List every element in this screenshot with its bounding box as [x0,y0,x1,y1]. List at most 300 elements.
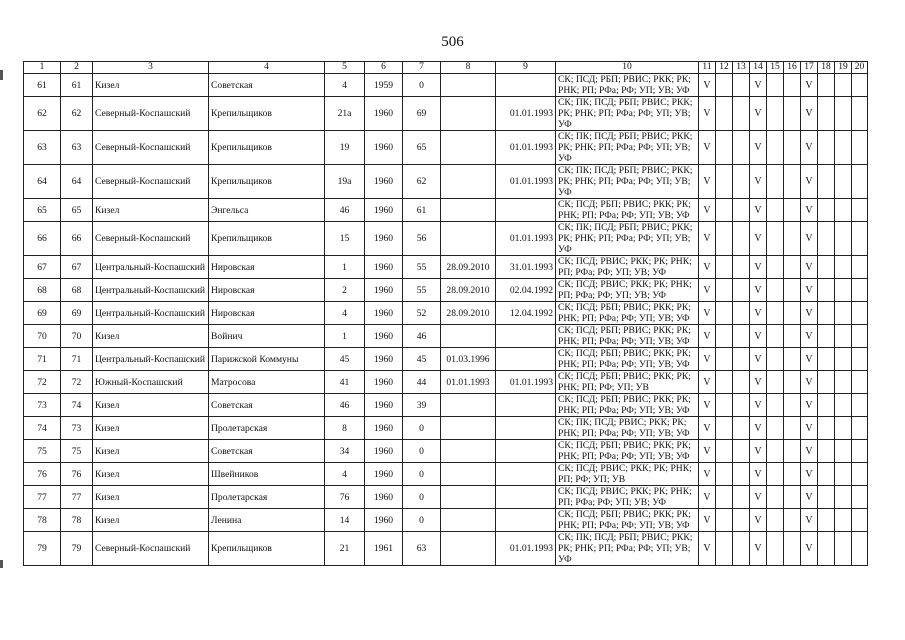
table-row [24,222,868,256]
works-list: СК; ПК; ПСД; РБП; РВИС; РКК; РК; РНК; РП; РФа; РФ; УП; УВ; УФ [556,165,699,199]
mark-cell-16 [784,348,801,371]
table-row [24,165,868,199]
mark-cell-17: V [801,97,818,131]
mark-cell-14: V [750,440,767,463]
mark-cell-18 [818,279,835,302]
housing-register-table [23,61,868,566]
mark-cell-17: V [801,74,818,97]
build-year: 1961 [365,532,403,566]
mark-cell-14: V [750,222,767,256]
mark-cell-11: V [699,74,716,97]
mark-cell-17: V [801,165,818,199]
street-name: Крепильщиков [209,222,325,256]
date-b [496,348,556,371]
works-list: СК; ПСД; РБП; РВИС; РКК; РК; РНК; РП; РФа; РФ; УП; УВ; УФ [556,348,699,371]
mark-cell-14: V [750,302,767,325]
district-name: Кизел [93,463,209,486]
mark-cell-19 [835,394,852,417]
build-year: 1960 [365,348,403,371]
column-header: 1 [24,62,61,74]
wear-percent: 46 [403,325,441,348]
wear-percent: 62 [403,165,441,199]
mark-cell-15 [767,131,784,165]
record-number: 66 [24,222,61,256]
street-name: Энгельса [209,199,325,222]
column-header: 9 [496,62,556,74]
works-list: СК; ПСД; РБП; РВИС; РКК; РК; РНК; РП; РФа; РФ; УП; УВ; УФ [556,394,699,417]
mark-cell-16 [784,97,801,131]
record-number: 63 [24,131,61,165]
mark-cell-13 [733,394,750,417]
mark-cell-12 [716,486,733,509]
build-year: 1960 [365,279,403,302]
mark-cell-20 [852,165,868,199]
mark-cell-18 [818,486,835,509]
column-header: 17 [801,62,818,74]
house-number-in-list: 70 [61,325,93,348]
street-name: Парижской Коммуны [209,348,325,371]
building-number: 45 [325,348,365,371]
street-name: Войнич [209,325,325,348]
district-name: Кизел [93,394,209,417]
mark-cell-17: V [801,509,818,532]
build-year: 1960 [365,486,403,509]
mark-cell-14: V [750,74,767,97]
mark-cell-16 [784,165,801,199]
mark-cell-11: V [699,463,716,486]
build-year: 1960 [365,302,403,325]
mark-cell-19 [835,325,852,348]
mark-cell-15 [767,325,784,348]
mark-cell-12 [716,302,733,325]
column-header: 6 [365,62,403,74]
district-name: Северный-Коспашский [93,131,209,165]
record-number: 73 [24,394,61,417]
mark-cell-17: V [801,279,818,302]
table-row [24,131,868,165]
mark-cell-11: V [699,97,716,131]
district-name: Южный-Коспашский [93,371,209,394]
column-header: 2 [61,62,93,74]
district-name: Кизел [93,417,209,440]
date-a [441,394,496,417]
mark-cell-12 [716,279,733,302]
works-list: СК; ПК; ПСД; РБП; РВИС; РКК; РК; РНК; РП; РФа; РФ; УП; УВ; УФ [556,532,699,566]
building-number: 4 [325,463,365,486]
street-name: Крепильщиков [209,532,325,566]
house-number-in-list: 75 [61,440,93,463]
mark-cell-13 [733,440,750,463]
date-a [441,199,496,222]
mark-cell-15 [767,165,784,199]
wear-percent: 0 [403,74,441,97]
table-row [24,279,868,302]
mark-cell-13 [733,325,750,348]
mark-cell-18 [818,302,835,325]
mark-cell-14: V [750,394,767,417]
mark-cell-16 [784,532,801,566]
house-number-in-list: 61 [61,74,93,97]
table-row [24,463,868,486]
mark-cell-18 [818,165,835,199]
mark-cell-20 [852,256,868,279]
mark-cell-11: V [699,440,716,463]
house-number-in-list: 74 [61,394,93,417]
mark-cell-11: V [699,348,716,371]
mark-cell-16 [784,302,801,325]
wear-percent: 52 [403,302,441,325]
date-b: 02.04.1992 [496,279,556,302]
district-name: Северный-Коспашский [93,222,209,256]
mark-cell-15 [767,222,784,256]
build-year: 1960 [365,371,403,394]
build-year: 1960 [365,394,403,417]
mark-cell-13 [733,97,750,131]
works-list: СК; ПСД; РВИС; РКК; РК; РНК; РП; РФа; РФ; УП; УВ; УФ [556,486,699,509]
table-row [24,302,868,325]
table-row [24,440,868,463]
wear-percent: 44 [403,371,441,394]
column-header: 13 [733,62,750,74]
house-number-in-list: 67 [61,256,93,279]
mark-cell-15 [767,199,784,222]
mark-cell-12 [716,222,733,256]
street-name: Пролетарская [209,486,325,509]
mark-cell-16 [784,371,801,394]
mark-cell-13 [733,279,750,302]
district-name: Кизел [93,486,209,509]
mark-cell-14: V [750,486,767,509]
mark-cell-17: V [801,532,818,566]
district-name: Центральный-Коспашский [93,256,209,279]
street-name: Нировская [209,279,325,302]
mark-cell-17: V [801,440,818,463]
record-number: 67 [24,256,61,279]
street-name: Крепильщиков [209,165,325,199]
mark-cell-11: V [699,302,716,325]
mark-cell-19 [835,302,852,325]
street-name: Матросова [209,371,325,394]
record-number: 71 [24,348,61,371]
mark-cell-20 [852,279,868,302]
mark-cell-13 [733,509,750,532]
date-b: 01.01.1993 [496,222,556,256]
mark-cell-15 [767,463,784,486]
mark-cell-14: V [750,417,767,440]
table-row [24,325,868,348]
record-number: 72 [24,371,61,394]
header-row [24,62,868,74]
build-year: 1960 [365,256,403,279]
mark-cell-15 [767,440,784,463]
date-a: 01.03.1996 [441,348,496,371]
mark-cell-19 [835,165,852,199]
works-list: СК; ПК; ПСД; РБП; РВИС; РКК; РК; РНК; РП; РФа; РФ; УП; УВ; УФ [556,131,699,165]
date-a [441,486,496,509]
mark-cell-18 [818,532,835,566]
build-year: 1960 [365,440,403,463]
mark-cell-18 [818,256,835,279]
mark-cell-19 [835,371,852,394]
date-a [441,74,496,97]
building-number: 2 [325,279,365,302]
mark-cell-17: V [801,371,818,394]
mark-cell-19 [835,532,852,566]
date-b: 31.01.1993 [496,256,556,279]
house-number-in-list: 71 [61,348,93,371]
mark-cell-20 [852,509,868,532]
works-list: СК; ПСД; РБП; РВИС; РКК; РК; РНК; РП; РФа; РФ; УП; УВ; УФ [556,440,699,463]
mark-cell-16 [784,222,801,256]
building-number: 1 [325,325,365,348]
record-number: 75 [24,440,61,463]
mark-cell-13 [733,165,750,199]
mark-cell-15 [767,279,784,302]
mark-cell-14: V [750,279,767,302]
works-list: СК; ПСД; РВИС; РКК; РК; РНК; РП; РФа; РФ; УП; УВ; УФ [556,256,699,279]
column-header: 16 [784,62,801,74]
house-number-in-list: 78 [61,509,93,532]
mark-cell-14: V [750,371,767,394]
building-number: 21 [325,532,365,566]
district-name: Кизел [93,199,209,222]
building-number: 19а [325,165,365,199]
mark-cell-16 [784,74,801,97]
works-list: СК; ПСД; РБП; РВИС; РКК; РК; РНК; РП; РФа; РФ; УП; УВ; УФ [556,509,699,532]
building-number: 76 [325,486,365,509]
mark-cell-16 [784,279,801,302]
mark-cell-20 [852,394,868,417]
district-name: Центральный-Коспашский [93,302,209,325]
mark-cell-17: V [801,222,818,256]
wear-percent: 0 [403,486,441,509]
mark-cell-20 [852,463,868,486]
mark-cell-11: V [699,532,716,566]
date-b: 01.01.1993 [496,532,556,566]
house-number-in-list: 64 [61,165,93,199]
table-row [24,348,868,371]
mark-cell-19 [835,486,852,509]
mark-cell-13 [733,131,750,165]
mark-cell-11: V [699,371,716,394]
mark-cell-19 [835,199,852,222]
mark-cell-11: V [699,417,716,440]
mark-cell-12 [716,509,733,532]
mark-cell-12 [716,131,733,165]
house-number-in-list: 69 [61,302,93,325]
building-number: 1 [325,256,365,279]
mark-cell-17: V [801,417,818,440]
date-b: 12.04.1992 [496,302,556,325]
mark-cell-20 [852,302,868,325]
date-b: 01.01.1993 [496,371,556,394]
mark-cell-12 [716,371,733,394]
mark-cell-13 [733,256,750,279]
wear-percent: 56 [403,222,441,256]
mark-cell-12 [716,97,733,131]
mark-cell-13 [733,463,750,486]
building-number: 41 [325,371,365,394]
table-body [24,74,868,566]
mark-cell-18 [818,348,835,371]
date-b [496,463,556,486]
table-row [24,509,868,532]
mark-cell-14: V [750,199,767,222]
street-name: Крепильщиков [209,97,325,131]
wear-percent: 0 [403,509,441,532]
mark-cell-17: V [801,394,818,417]
record-number: 78 [24,509,61,532]
mark-cell-13 [733,417,750,440]
mark-cell-20 [852,222,868,256]
build-year: 1960 [365,417,403,440]
scan-edge-mark [0,70,3,80]
mark-cell-13 [733,532,750,566]
mark-cell-19 [835,279,852,302]
mark-cell-20 [852,74,868,97]
table-row [24,371,868,394]
build-year: 1960 [365,97,403,131]
wear-percent: 39 [403,394,441,417]
scan-edge-mark [0,560,3,568]
mark-cell-15 [767,348,784,371]
mark-cell-13 [733,371,750,394]
building-number: 21а [325,97,365,131]
mark-cell-17: V [801,325,818,348]
date-b [496,325,556,348]
date-a: 28.09.2010 [441,302,496,325]
date-a: 28.09.2010 [441,256,496,279]
mark-cell-13 [733,348,750,371]
mark-cell-14: V [750,165,767,199]
date-b [496,509,556,532]
mark-cell-17: V [801,486,818,509]
works-list: СК; ПСД; РБП; РВИС; РКК; РК; РНК; РП; РФ; УП; УВ [556,371,699,394]
street-name: Пролетарская [209,417,325,440]
date-a [441,325,496,348]
mark-cell-11: V [699,325,716,348]
mark-cell-16 [784,440,801,463]
column-header: 19 [835,62,852,74]
district-name: Северный-Коспашский [93,165,209,199]
mark-cell-17: V [801,256,818,279]
building-number: 46 [325,394,365,417]
date-a [441,440,496,463]
mark-cell-20 [852,348,868,371]
mark-cell-18 [818,417,835,440]
table-row [24,417,868,440]
street-name: Советская [209,394,325,417]
record-number: 77 [24,486,61,509]
table-row [24,199,868,222]
house-number-in-list: 77 [61,486,93,509]
mark-cell-17: V [801,463,818,486]
mark-cell-13 [733,486,750,509]
mark-cell-16 [784,509,801,532]
district-name: Центральный-Коспашский [93,348,209,371]
table-row [24,532,868,566]
works-list: СК; ПК; ПСД; РВИС; РКК; РК; РНК; РП; РФа; РФ; УП; УВ; УФ [556,417,699,440]
mark-cell-16 [784,325,801,348]
district-name: Кизел [93,74,209,97]
district-name: Кизел [93,325,209,348]
mark-cell-16 [784,131,801,165]
mark-cell-13 [733,199,750,222]
mark-cell-11: V [699,199,716,222]
wear-percent: 65 [403,131,441,165]
record-number: 69 [24,302,61,325]
house-number-in-list: 62 [61,97,93,131]
building-number: 19 [325,131,365,165]
date-b: 01.01.1993 [496,131,556,165]
build-year: 1960 [365,509,403,532]
mark-cell-17: V [801,199,818,222]
date-b [496,417,556,440]
mark-cell-18 [818,325,835,348]
column-header: 15 [767,62,784,74]
mark-cell-17: V [801,302,818,325]
mark-cell-19 [835,74,852,97]
mark-cell-12 [716,348,733,371]
mark-cell-15 [767,74,784,97]
mark-cell-19 [835,509,852,532]
record-number: 79 [24,532,61,566]
date-b [496,199,556,222]
works-list: СК; ПСД; РБП; РВИС; РКК; РК; РНК; РП; РФа; РФ; УП; УВ; УФ [556,325,699,348]
mark-cell-18 [818,222,835,256]
mark-cell-17: V [801,348,818,371]
house-number-in-list: 73 [61,417,93,440]
mark-cell-16 [784,394,801,417]
works-list: СК; ПСД; РБП; РВИС; РКК; РК; РНК; РП; РФа; РФ; УП; УВ; УФ [556,199,699,222]
column-header: 7 [403,62,441,74]
mark-cell-18 [818,463,835,486]
mark-cell-14: V [750,532,767,566]
street-name: Нировская [209,256,325,279]
mark-cell-15 [767,302,784,325]
mark-cell-12 [716,394,733,417]
mark-cell-14: V [750,509,767,532]
mark-cell-12 [716,440,733,463]
mark-cell-18 [818,199,835,222]
record-number: 62 [24,97,61,131]
wear-percent: 0 [403,417,441,440]
house-number-in-list: 68 [61,279,93,302]
mark-cell-15 [767,394,784,417]
mark-cell-13 [733,302,750,325]
mark-cell-20 [852,440,868,463]
works-list: СК; ПСД; РВИС; РКК; РК; РНК; РП; РФ; УП; УВ [556,463,699,486]
wear-percent: 69 [403,97,441,131]
record-number: 68 [24,279,61,302]
build-year: 1960 [365,325,403,348]
mark-cell-20 [852,532,868,566]
mark-cell-19 [835,440,852,463]
date-a [441,165,496,199]
wear-percent: 63 [403,532,441,566]
mark-cell-12 [716,256,733,279]
mark-cell-12 [716,463,733,486]
wear-percent: 55 [403,256,441,279]
record-number: 65 [24,199,61,222]
column-header: 8 [441,62,496,74]
mark-cell-16 [784,199,801,222]
mark-cell-16 [784,417,801,440]
table-row [24,97,868,131]
wear-percent: 45 [403,348,441,371]
mark-cell-16 [784,256,801,279]
street-name: Советская [209,74,325,97]
